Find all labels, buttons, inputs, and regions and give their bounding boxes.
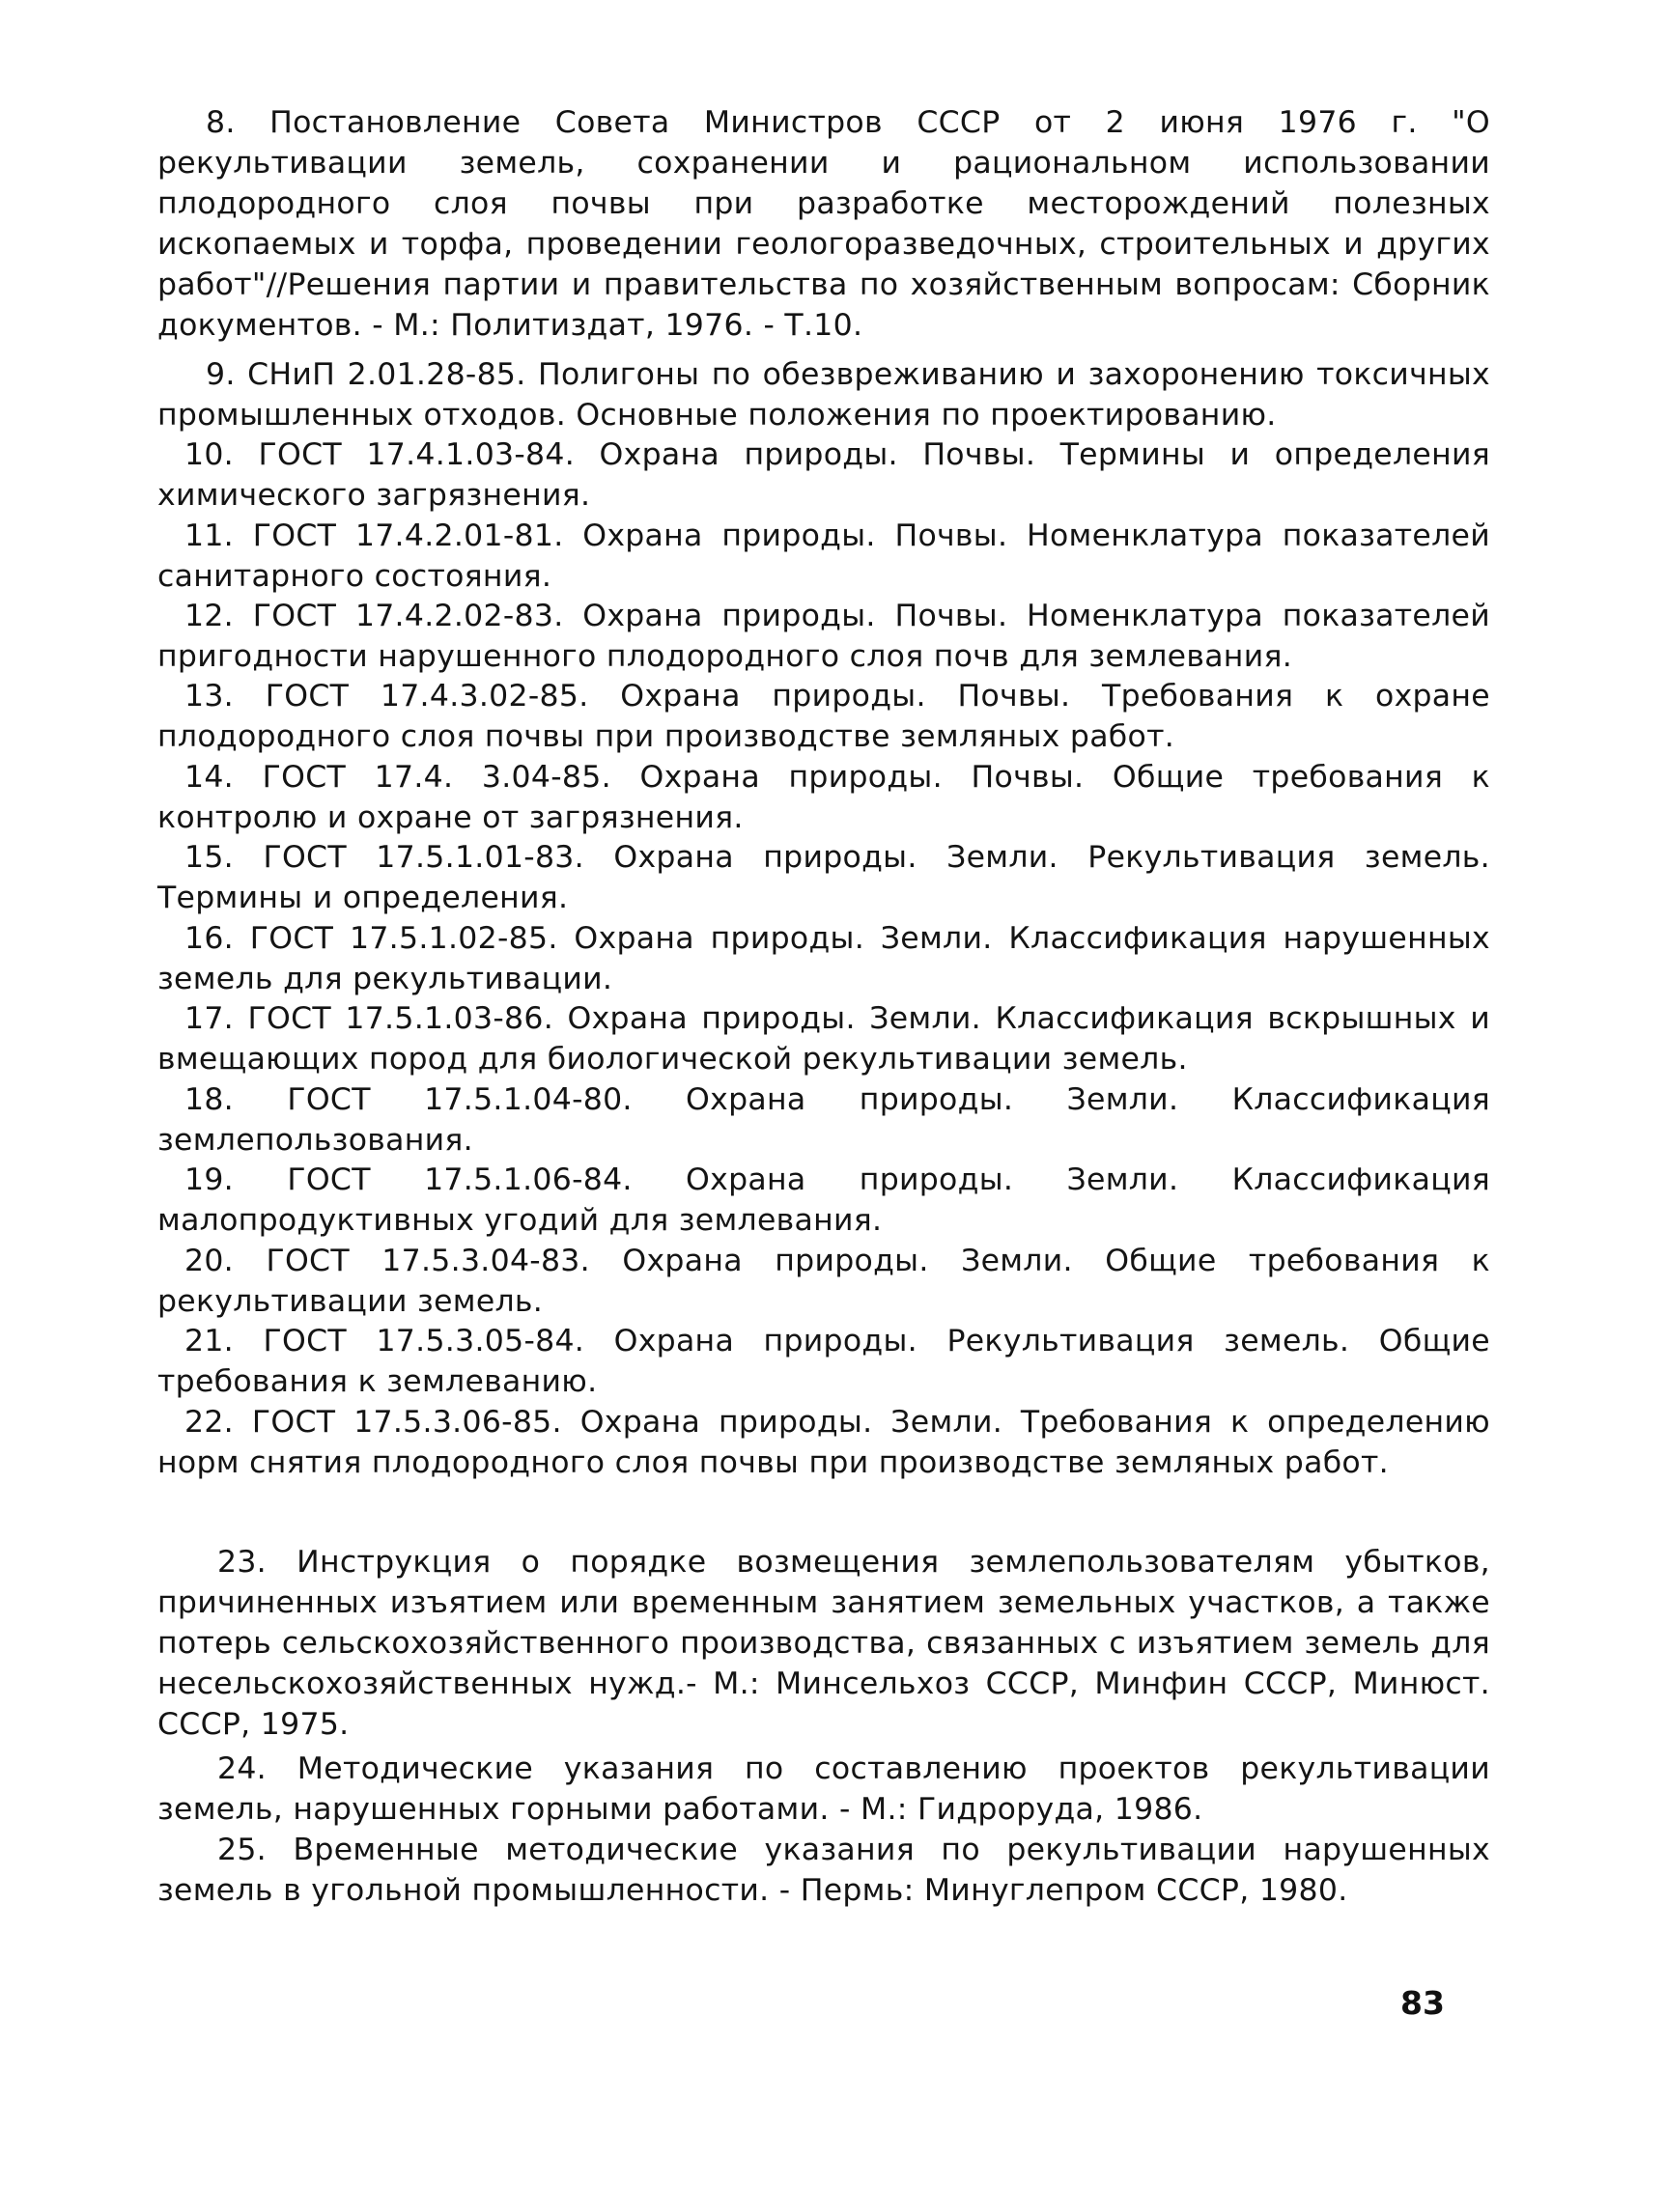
reference-number: 14.	[184, 760, 234, 795]
reference-item	[157, 102, 1490, 346]
reference-number: 13.	[184, 679, 234, 714]
reference-item	[157, 918, 1490, 999]
reference-item	[157, 516, 1490, 597]
reference-number: 22.	[184, 1405, 234, 1440]
reference-text: ГОСТ 17.5.1.02-85. Охрана природы. Земли. Классификация нарушенных земель для рекультивации.	[157, 921, 1490, 996]
reference-text: ГОСТ 17.4.2.01-81. Охрана природы. Почвы. Номенклатура показателей санитарного состояния.	[157, 518, 1490, 594]
reference-number: 19.	[184, 1162, 234, 1197]
reference-item	[157, 998, 1490, 1079]
reference-number: 24.	[217, 1751, 267, 1786]
reference-text: ГОСТ 17.4. 3.04-85. Охрана природы. Почвы. Общие требования к контролю и охране от загрязнения.	[157, 760, 1490, 835]
reference-item	[157, 1749, 1490, 1830]
reference-item	[157, 1402, 1490, 1483]
reference-number: 20.	[184, 1244, 234, 1278]
reference-item	[157, 1830, 1490, 1911]
reference-number: 25.	[217, 1833, 267, 1867]
reference-item	[157, 1160, 1490, 1241]
reference-number: 15.	[184, 840, 234, 875]
reference-text: ГОСТ 17.5.1.04-80. Охрана природы. Земли. Классификация землепользования.	[157, 1082, 1490, 1158]
reference-number: 9.	[206, 357, 236, 392]
reference-text: ГОСТ 17.5.3.06-85. Охрана природы. Земли. Требования к определению норм снятия плодородного слоя почвы при производстве земляных работ.	[157, 1405, 1490, 1480]
reference-number: 21.	[184, 1324, 234, 1358]
reference-number: 16.	[184, 921, 234, 956]
reference-number: 12.	[184, 599, 234, 633]
reference-text: ГОСТ 17.5.3.04-83. Охрана природы. Земли. Общие требования к рекультивации земель.	[157, 1244, 1490, 1319]
reference-text: Постановление Совета Министров СССР от 2 июня 1976 г. "О рекультивации земель, сохранении и рациональном использовании плодородного слоя почвы при разработке месторождений полезных ископаемых и торфа, проведении геологоразведочных, строительных и других работ"//Решения партии и правительства по хозяйственным вопросам: Сборник документов. - М.: Политиздат, 1976. - Т.10.	[157, 105, 1490, 343]
reference-item	[157, 1241, 1490, 1322]
reference-text: СНиП 2.01.28-85. Полигоны по обезвреживанию и захоронению токсичных промышленных отходов. Основные положения по проектированию.	[157, 357, 1490, 433]
reference-number: 17.	[184, 1001, 234, 1036]
reference-item	[157, 1321, 1490, 1402]
reference-item	[157, 354, 1490, 435]
reference-number: 18.	[184, 1082, 234, 1117]
reference-text: Временные методические указания по рекультивации нарушенных земель в угольной промышленности. - Пермь: Минуглепром СССР, 1980.	[157, 1833, 1490, 1908]
page-number: 83	[1400, 1984, 1445, 2022]
reference-text: ГОСТ 17.4.1.03-84. Охрана природы. Почвы. Термины и определения химического загрязнения.	[157, 437, 1490, 513]
reference-item	[157, 1542, 1490, 1745]
reference-item	[157, 757, 1490, 838]
reference-number: 23.	[217, 1545, 267, 1580]
reference-text: ГОСТ 17.5.1.01-83. Охрана природы. Земли. Рекультивация земель. Термины и определения.	[157, 840, 1490, 915]
reference-item	[157, 1079, 1490, 1161]
reference-text: ГОСТ 17.5.1.06-84. Охрана природы. Земли. Классификация малопродуктивных угодий для землевания.	[157, 1162, 1490, 1238]
reference-item	[157, 434, 1490, 516]
reference-text: Методические указания по составлению проектов рекультивации земель, нарушенных горными работами. - М.: Гидроруда, 1986.	[157, 1751, 1490, 1827]
reference-text: ГОСТ 17.5.3.05-84. Охрана природы. Рекультивация земель. Общие требования к землеванию.	[157, 1324, 1490, 1399]
reference-number: 11.	[184, 518, 234, 553]
reference-number: 8.	[206, 105, 236, 140]
reference-text: ГОСТ 17.4.2.02-83. Охрана природы. Почвы. Номенклатура показателей пригодности нарушенного плодородного слоя почв для землевания.	[157, 599, 1490, 674]
reference-item	[157, 676, 1490, 757]
reference-item	[157, 596, 1490, 677]
reference-text: Инструкция о порядке возмещения землепользователям убытков, причиненных изъятием или временным занятием земельных участков, а также потерь сельскохозяйственного производства, связанных с изъятием земель для несельскохозяйственных нужд.- М.: Минсельхоз СССР, Минфин СССР, Минюст. СССР, 1975.	[157, 1545, 1490, 1742]
reference-text: ГОСТ 17.5.1.03-86. Охрана природы. Земли. Классификация вскрышных и вмещающих пород для биологической рекультивации земель.	[157, 1001, 1490, 1077]
reference-number: 10.	[184, 437, 234, 472]
reference-text: ГОСТ 17.4.3.02-85. Охрана природы. Почвы. Требования к охране плодородного слоя почвы при производстве земляных работ.	[157, 679, 1490, 754]
reference-item	[157, 837, 1490, 918]
